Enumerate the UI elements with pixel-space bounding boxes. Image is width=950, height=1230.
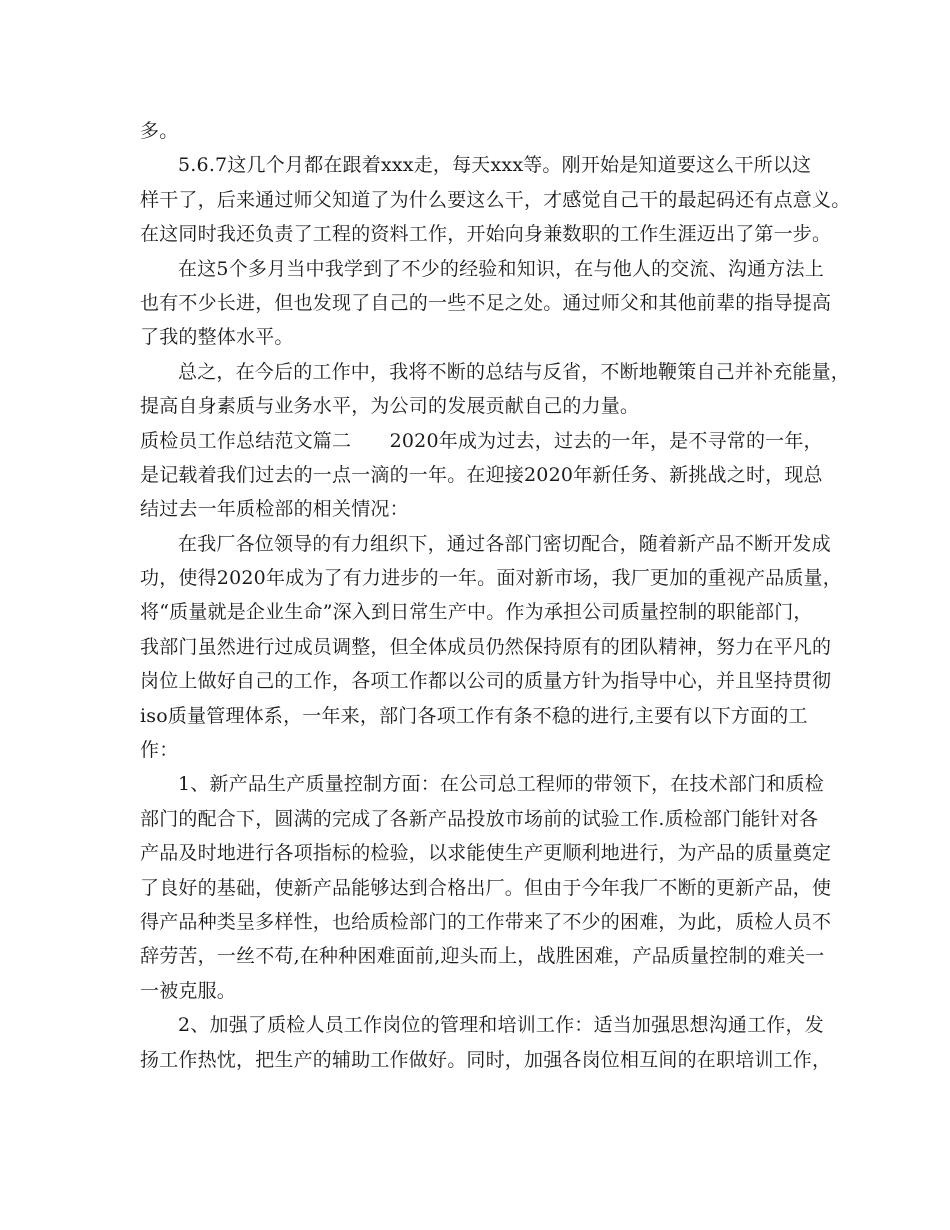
text-line: 1、新产品生产质量控制方面：在公司总工程师的带领下，在技术部门和质检 — [178, 773, 824, 796]
text-line: 在我厂各位领导的有力组织下，通过各部门密切配合，随着新产品不断开发成 — [178, 532, 831, 555]
text-line: 在这同时我还负责了工程的资料工作，开始向身兼数职的工作生涯迈出了第一步。 — [140, 223, 832, 246]
text-line: 在这5个多月当中我学到了不少的经验和知识，在与他人的交流、沟通方法上 — [178, 257, 824, 280]
text-line: 将“质量就是企业生命”深入到日常生产中。作为承担公司质量控制的职能部门， — [140, 601, 813, 624]
text-line: 是记载着我们过去的一点一滴的一年。在迎接2020年新任务、新挑战之时，现总 — [140, 463, 823, 486]
text-line: 扬工作热忱，把生产的辅助工作做好。同时，加强各岗位相互间的在职培训工作， — [140, 1048, 832, 1071]
text-line: 功，使得2020年成为了有力进步的一年。面对新市场，我厂更加的重视产品质量， — [140, 567, 842, 590]
text-line: 辞劳苦，一丝不苟,在种种困难面前,迎头而上，战胜困难，产品质量控制的难关一 — [140, 945, 825, 968]
text-line: 一被克服。 — [140, 979, 237, 1002]
document-body — [140, 114, 851, 1077]
text-line: 也有不少长进，但也发现了自己的一些不足之处。通过师父和其他前辈的指导提高 — [140, 291, 832, 314]
text-line: 作： — [140, 739, 179, 762]
text-line: 产品及时地进行各项指标的检验，以求能使生产更顺利地进行，为产品的质量奠定 — [140, 842, 832, 865]
text-line: 了良好的基础，使新产品能够达到合格出厂。但由于今年我厂不断的更新产品，使 — [140, 876, 832, 899]
text-line: 5.6.7这几个月都在跟着xxx走，每天xxx等。刚开始是知道要这么干所以这 — [178, 154, 812, 177]
text-line: 我部门虽然进行过成员调整，但全体成员仍然保持原有的团队精神，努力在平凡的 — [140, 635, 832, 658]
text-line: 岗位上做好自己的工作，各项工作都以公司的质量方针为指导中心，并且坚持贯彻 — [140, 670, 832, 693]
text-line: 2、加强了质检人员工作岗位的管理和培训工作：适当加强思想沟通工作，发 — [178, 1014, 824, 1037]
text-line: 得产品种类呈多样性，也给质检部门的工作带来了不少的困难，为此，质检人员不 — [140, 910, 832, 933]
text-line: 多。 — [140, 120, 179, 142]
text-line: 部门的配合下，圆满的完成了各新产品投放市场前的试验工作.质检部门能针对各 — [140, 807, 819, 830]
text-line: 总之，在今后的工作中，我将不断的总结与反省，不断地鞭策自己并补充能量， — [178, 360, 851, 383]
text-line: 了我的整体水平。 — [140, 326, 294, 349]
text-line: 结过去一年质检部的相关情况： — [140, 498, 409, 521]
text-line: 提高自身素质与业务水平，为公司的发展贡献自己的力量。 — [140, 395, 640, 418]
text-line: iso质量管理体系，一年来，部门各项工作有条不稳的进行,主要有以下方面的工 — [140, 704, 808, 727]
text-line: 质检员工作总结范文篇二 2020年成为过去，过去的一年，是不寻常的一年， — [140, 429, 823, 452]
text-line: 样干了，后来通过师父知道了为什么要这么干，才感觉自己干的最起码还有点意义。 — [140, 188, 851, 211]
